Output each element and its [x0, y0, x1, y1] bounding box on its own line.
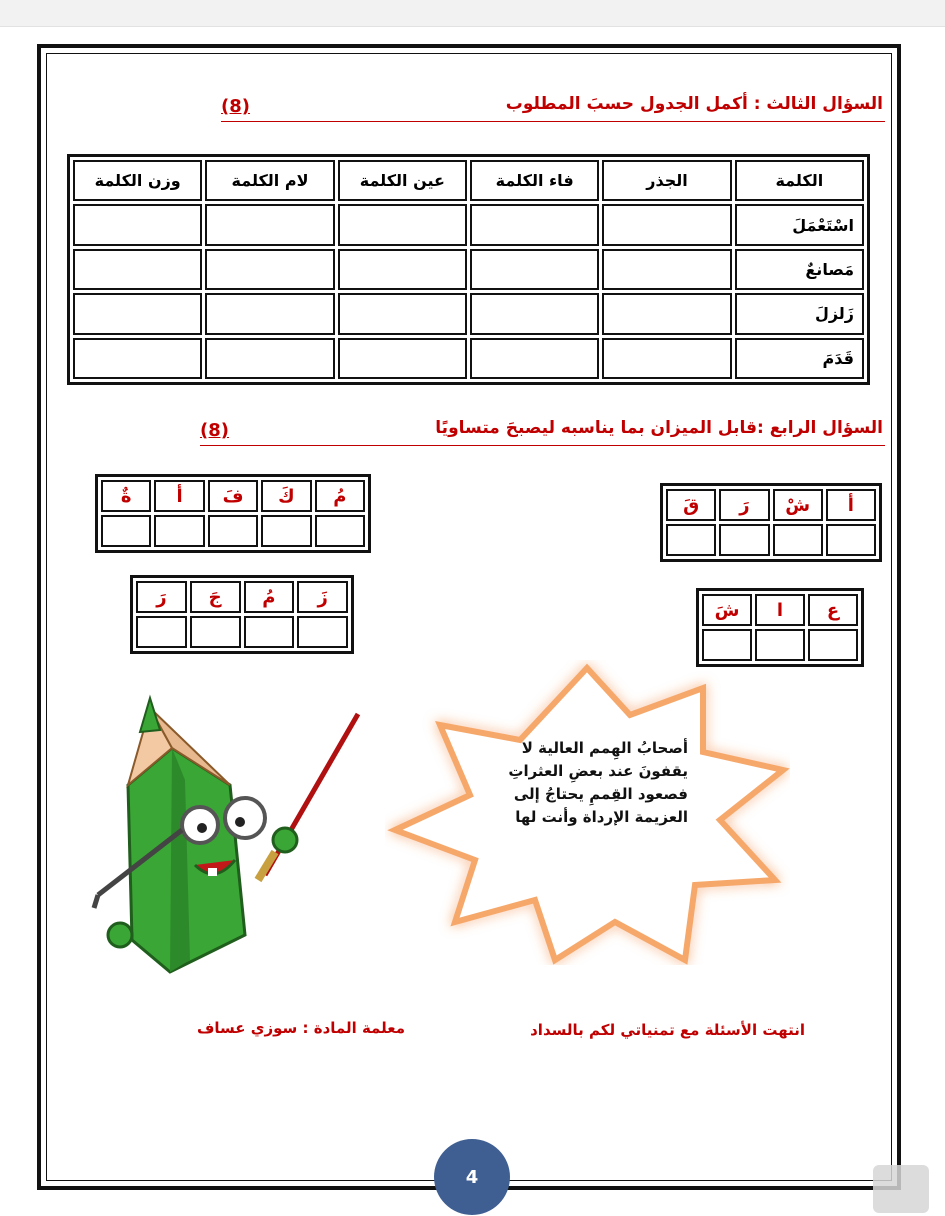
- pattern-letter: جَ: [190, 581, 241, 613]
- word-cell: زَلزلَ: [735, 293, 864, 334]
- answer-cell[interactable]: [338, 249, 467, 290]
- answer-cell[interactable]: [315, 515, 365, 547]
- answer-cell[interactable]: [470, 338, 599, 379]
- answer-cell[interactable]: [719, 524, 769, 556]
- motivational-quote: [488, 737, 688, 829]
- q3-title-underline: [221, 121, 885, 122]
- q3-header-row: [73, 160, 864, 201]
- page-number-badge: [434, 1139, 510, 1215]
- word-cell: مَصانعٌ: [735, 249, 864, 290]
- pattern-box-1: [660, 483, 882, 562]
- pattern-letter: قَ: [666, 489, 716, 521]
- pattern-box-4: [130, 575, 354, 654]
- answer-cell[interactable]: [297, 616, 348, 648]
- pattern-letter: زَ: [297, 581, 348, 613]
- table-row: [73, 249, 864, 290]
- answer-cell[interactable]: [602, 293, 731, 334]
- pattern-letter: رَ: [136, 581, 187, 613]
- pattern-letter: أ: [154, 480, 204, 512]
- word-cell: قَدَمَ: [735, 338, 864, 379]
- answer-cell[interactable]: [136, 616, 187, 648]
- table-row: [73, 204, 864, 245]
- pencil-teacher-mascot-icon: [80, 690, 380, 980]
- quote-line: يقفونَ عند بعضِ العثراتِ: [508, 762, 688, 780]
- q3-score: (8): [221, 96, 250, 117]
- answer-cell[interactable]: [101, 515, 151, 547]
- answer-cell[interactable]: [190, 616, 241, 648]
- answer-cell[interactable]: [261, 515, 311, 547]
- answer-cell[interactable]: [470, 293, 599, 334]
- q4-score: (8): [200, 420, 229, 441]
- q3-title: السؤال الثالث : أكمل الجدول حسبَ المطلوب: [505, 94, 883, 114]
- header-ayn: عين الكلمة: [338, 160, 467, 201]
- q4-title: السؤال الرابع :قابل الميزان بما يناسبه ليصبحَ متساويًا: [435, 418, 883, 438]
- answer-cell[interactable]: [154, 515, 204, 547]
- answer-cell[interactable]: [208, 515, 258, 547]
- pattern-letter: أ: [826, 489, 876, 521]
- quote-line: أصحابُ الهِمم العالية لا: [521, 739, 688, 757]
- pattern-letter: كَ: [261, 480, 311, 512]
- answer-cell[interactable]: [702, 629, 752, 661]
- answer-cell[interactable]: [73, 249, 202, 290]
- answer-cell[interactable]: [773, 524, 823, 556]
- answer-cell[interactable]: [205, 249, 334, 290]
- answer-cell[interactable]: [666, 524, 716, 556]
- quote-line: العزيمة الإرداة وأنت لها: [515, 808, 688, 826]
- pattern-letter: ع: [808, 594, 858, 626]
- answer-cell[interactable]: [338, 338, 467, 379]
- answer-cell[interactable]: [755, 629, 805, 661]
- pattern-box-2: [95, 474, 371, 553]
- answer-cell[interactable]: [205, 338, 334, 379]
- table-row: [73, 293, 864, 334]
- header-faa: فاء الكلمة: [470, 160, 599, 201]
- quote-line: فصعود القِممِ يحتاجُ إلى: [513, 785, 688, 803]
- answer-cell[interactable]: [244, 616, 295, 648]
- pattern-letter: ةٌ: [101, 480, 151, 512]
- pattern-letter: ا: [755, 594, 805, 626]
- answer-cell[interactable]: [602, 204, 731, 245]
- q4-title-underline: [200, 445, 885, 446]
- answer-cell[interactable]: [338, 293, 467, 334]
- answer-cell[interactable]: [73, 293, 202, 334]
- answer-cell[interactable]: [470, 204, 599, 245]
- viewer-corner-button[interactable]: [873, 1165, 929, 1213]
- closing-text: انتهت الأسئلة مع تمنياتي لكم بالسداد: [530, 1021, 805, 1039]
- answer-cell[interactable]: [602, 338, 731, 379]
- pattern-letter: رَ: [719, 489, 769, 521]
- answer-cell[interactable]: [205, 204, 334, 245]
- header-root: الجذر: [602, 160, 731, 201]
- answer-cell[interactable]: [73, 338, 202, 379]
- table-row: [73, 338, 864, 379]
- word-cell: اسْتَعْمَلَ: [735, 204, 864, 245]
- pattern-box-3: [696, 588, 864, 667]
- pattern-letter: مُ: [244, 581, 295, 613]
- answer-cell[interactable]: [205, 293, 334, 334]
- pattern-letter: فَ: [208, 480, 258, 512]
- teacher-name: معلمة المادة : سوزي عساف: [196, 1019, 405, 1037]
- answer-cell[interactable]: [602, 249, 731, 290]
- pattern-letter: شَ: [702, 594, 752, 626]
- viewer-top-bar: [0, 0, 945, 27]
- header-lam: لام الكلمة: [205, 160, 334, 201]
- pattern-letter: مُ: [315, 480, 365, 512]
- answer-cell[interactable]: [826, 524, 876, 556]
- answer-cell[interactable]: [470, 249, 599, 290]
- answer-cell[interactable]: [338, 204, 467, 245]
- page-number: 4: [465, 1166, 479, 1188]
- header-word: الكلمة: [735, 160, 864, 201]
- answer-cell[interactable]: [808, 629, 858, 661]
- pattern-letter: شْ: [773, 489, 823, 521]
- answer-cell[interactable]: [73, 204, 202, 245]
- q3-table: [67, 154, 870, 385]
- header-pattern: وزن الكلمة: [73, 160, 202, 201]
